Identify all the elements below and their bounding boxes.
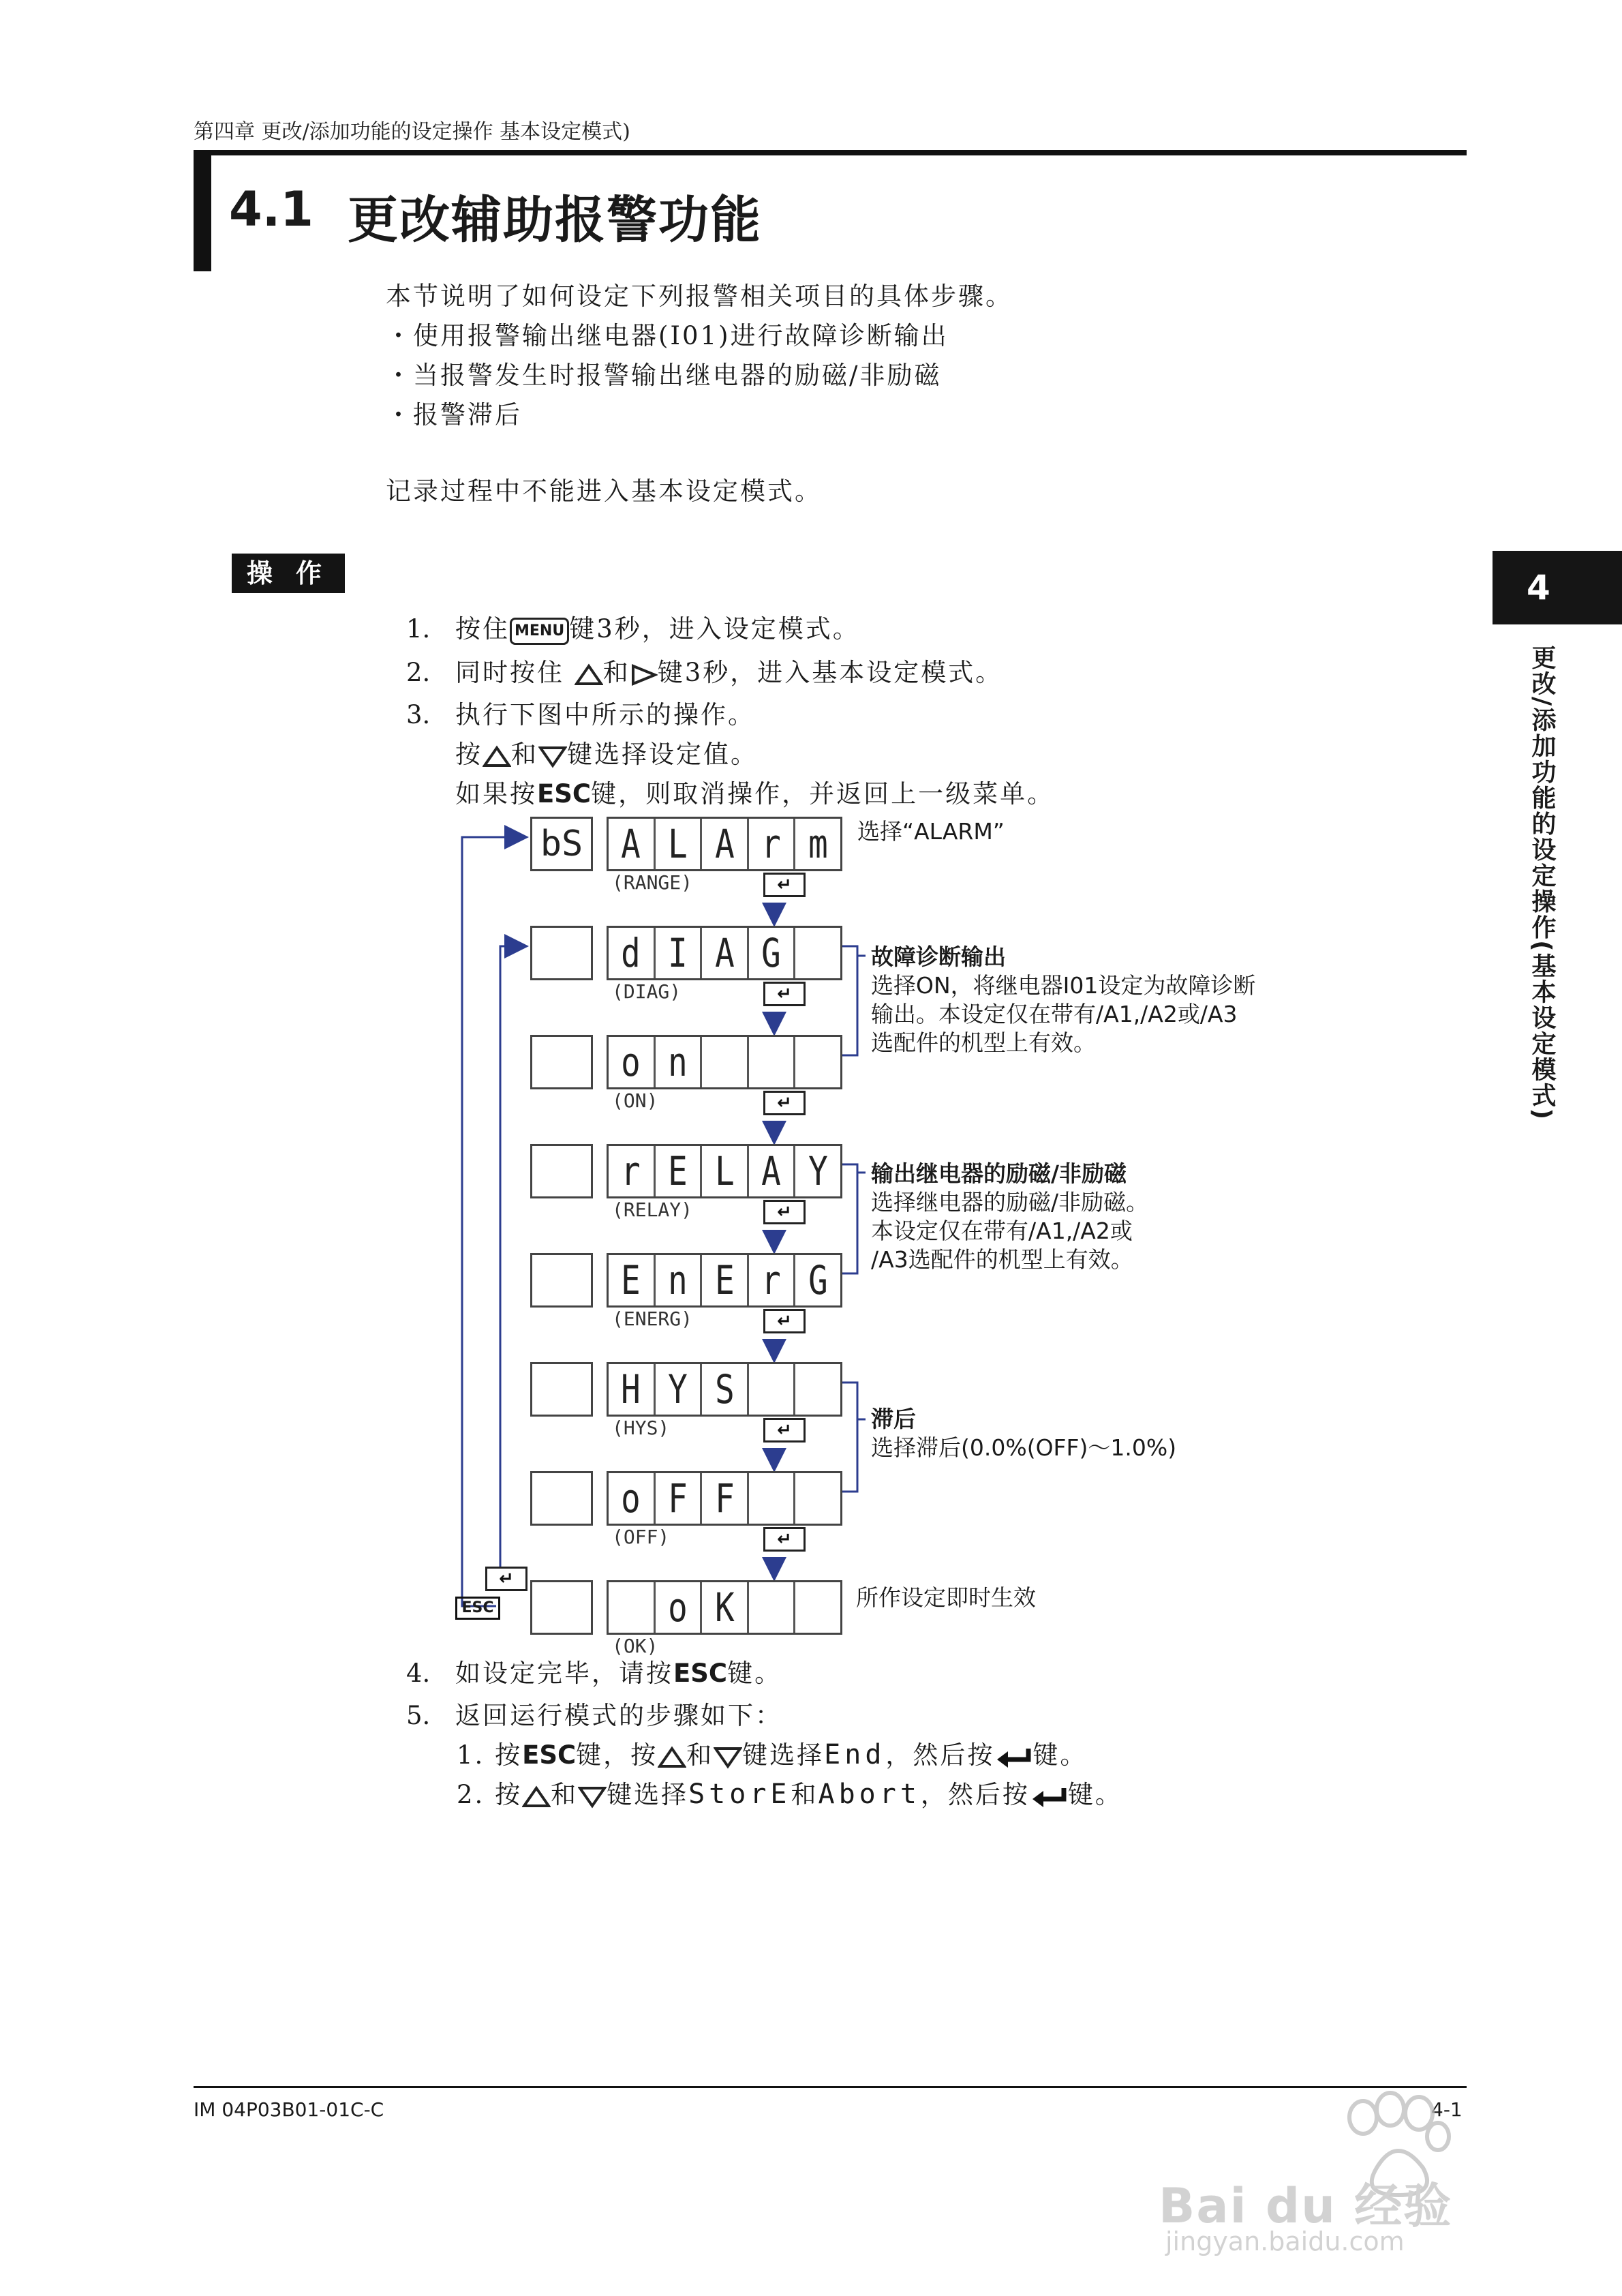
step-text: 同时按住 [455,658,564,687]
display-caption: (ON) [612,1089,658,1112]
segment-digit: L [656,819,703,869]
step-text: 按住 [455,614,510,644]
step-text: 如果按 [455,779,537,809]
segment-digit: L [702,1146,749,1196]
watermark-brand: Bai du 经验 [1159,2178,1453,2234]
display-value-box [607,817,842,871]
enter-key-icon: ↵ [763,1200,806,1224]
segment-digit: G [749,928,796,978]
step-number: 2. [457,1780,485,1809]
segment-digit [795,1364,840,1415]
segment-digit [749,1473,796,1524]
segment-digit: A [609,819,656,869]
enter-key-icon: ↵ [763,873,806,897]
menu-key-icon: MENU [510,618,569,645]
segment-digit [795,928,840,978]
enter-key-icon: ↵ [763,982,806,1006]
note-relay: 选择继电器的励磁/非励磁。 [871,1189,1149,1215]
display-mode-box [530,1144,593,1198]
note-relay: /A3选配件的机型上有效。 [871,1246,1133,1273]
step-text: 键3秒，进入基本设定模式。 [657,658,1003,687]
note-hys: 选择滞后(0.0%(OFF)～1.0%) [871,1434,1177,1461]
intro-bullet: ・报警滞后 [386,400,522,429]
display-value-box [607,1253,842,1308]
step-text: 如设定完毕，请按 [455,1659,673,1688]
intro-note: 记录过程中不能进入基本设定模式。 [386,477,822,506]
display-mode-box [530,926,593,980]
esc-key-label: ESC [673,1659,728,1688]
step-4 [406,1652,782,1689]
procedure-label: 操作 [232,554,345,593]
segment-digit [795,1582,840,1633]
page-number: 4-1 [1431,2098,1463,2121]
step-text: ，然后按 [920,1780,1030,1809]
baidu-watermark [1152,2066,1533,2256]
segment-digit [749,1582,796,1633]
display-mode-cell [532,1364,591,1415]
display-mode-cell: bS [540,824,583,864]
enter-key-icon: ↵ [763,1527,806,1552]
intro-line: 本节说明了如何设定下列报警相关项目的具体步骤。 [386,282,1013,311]
step-text: 和 [686,1740,714,1770]
enter-key-icon: ↵ [763,1418,806,1442]
segment-digit: E [609,1255,656,1305]
enter-arrow-icon [994,1746,1032,1769]
display-value-box [607,1144,842,1198]
enter-key-icon: ↵ [763,1309,806,1333]
display-value-box [607,1580,842,1635]
note-diag: 选择ON，将继电器I01设定为故障诊断 [871,972,1256,999]
segment-digit [702,1037,749,1087]
display-caption: (RELAY) [612,1198,693,1221]
segment-digit: A [749,1146,796,1196]
step-text: 键。 [1067,1780,1122,1809]
breadcrumb: 第四章 更改/添加功能的设定操作 基本设定模式) [194,120,630,144]
segment-digit: r [749,819,796,869]
segment-text-abort: Abort [818,1779,921,1810]
display-caption: (DIAG) [612,980,682,1003]
display-mode-cell [532,928,591,978]
down-triangle-icon [578,1785,607,1809]
step-text: 和 [551,1780,579,1809]
display-value-box [607,926,842,980]
segment-digit [609,1582,656,1633]
display-mode-box [530,817,593,871]
display-mode-box [530,1471,593,1526]
segment-digit [749,1037,796,1087]
segment-digit: r [609,1146,656,1196]
step-number: 2. [406,658,431,687]
segment-digit: Y [808,1148,828,1194]
enter-key-icon: ↵ [763,1091,806,1115]
segment-text-end: End [824,1739,886,1770]
step-text: 执行下图中所示的操作。 [455,700,755,729]
segment-digit: A [702,928,749,978]
step-text: 键。 [727,1659,782,1688]
display-mode-box [530,1253,593,1308]
segment-digit: Y [656,1364,703,1415]
step-number: 3. [406,700,431,729]
note-relay: 本设定仅在带有/A1,/A2或 [871,1218,1133,1244]
step-number: 1. [406,614,431,644]
segment-digit: m [808,821,828,867]
segment-digit: E [656,1146,703,1196]
segment-digit: o [609,1037,656,1087]
note-hys-title: 滞后 [871,1406,916,1432]
step-text: 和 [511,740,538,769]
display-caption: (RANGE) [612,871,693,894]
display-caption: (ENERG) [612,1308,693,1330]
step-number: 5. [406,1701,431,1730]
segment-digit: S [702,1364,749,1415]
step-5-1 [457,1734,1087,1771]
display-mode-box [530,1362,593,1417]
display-mode-cell [532,1255,591,1305]
segment-digit: d [609,928,656,978]
step-text: 按 [455,740,483,769]
segment-digit: K [702,1582,749,1633]
segment-digit: F [656,1473,703,1524]
segment-digit: H [609,1364,656,1415]
display-caption: (HYS) [612,1417,670,1439]
display-value-box [607,1471,842,1526]
segment-digit: n [656,1037,703,1087]
note-diag-title: 故障诊断输出 [871,943,1006,970]
display-mode-cell [532,1473,591,1524]
chapter-tab-text: 更改/添加功能的设定操作(基本设定模式) [1528,645,1556,1121]
document-id: IM 04P03B01-01C-C [194,2098,384,2121]
step-text: 键3秒，进入设定模式。 [569,614,860,644]
intro-bullet: ・当报警发生时报警输出继电器的励磁/非励磁 [386,361,942,390]
step-text: 键选择 [742,1740,825,1770]
note-ok: 所作设定即时生效 [856,1584,1036,1611]
step-text: 键，则取消操作，并返回上一级菜单。 [591,779,1055,809]
display-caption: (OK) [612,1635,658,1657]
section-title: 更改辅助报警功能 [348,191,762,250]
display-mode-box [530,1035,593,1089]
segment-digit: A [702,819,749,869]
display-value-box [607,1362,842,1417]
note-relay-title: 输出继电器的励磁/非励磁 [871,1160,1127,1187]
up-triangle-icon [522,1785,551,1809]
step-text: 键。 [1032,1740,1088,1770]
step-text: 按 [495,1780,523,1809]
step-5-2 [457,1774,1122,1811]
segment-digit: o [609,1473,656,1524]
intro-bullet: ・使用报警输出继电器(I01)进行故障诊断输出 [386,321,949,350]
segment-digit: F [702,1473,749,1524]
segment-digit: r [749,1255,796,1305]
note-diag: 输出。本设定仅在带有/A1,/A2或/A3 [871,1001,1238,1027]
chapter-tab: 4 [1493,551,1622,624]
segment-digit: G [808,1257,828,1303]
step-text: 键选择设定值。 [567,740,758,769]
step-text: 返回运行模式的步骤如下： [455,1701,782,1730]
note-alarm: 选择“ALARM” [857,818,1005,845]
down-triangle-icon [714,1746,742,1769]
watermark-url: jingyan.baidu.com [1165,2226,1405,2256]
segment-digit [795,1473,840,1524]
step-text: 和 [791,1780,818,1809]
enter-key-icon: ↵ [485,1567,527,1591]
esc-key-label: ESC [537,779,592,809]
segment-digit: n [656,1255,703,1305]
enter-arrow-icon [1030,1785,1068,1809]
display-caption: (OFF) [612,1526,670,1548]
segment-digit [795,1037,840,1087]
display-mode-cell [532,1582,591,1633]
display-mode-cell [532,1037,591,1087]
step-5 [406,1695,782,1732]
segment-digit: E [702,1255,749,1305]
esc-key-icon: ESC [455,1597,500,1620]
note-diag: 选配件的机型上有效。 [871,1029,1096,1056]
step-text: 键，按 [576,1740,658,1770]
segment-digit: o [656,1582,703,1633]
step-text: 和 [602,658,630,687]
segment-digit: I [656,928,703,978]
esc-key-label: ESC [522,1740,577,1770]
step-text: ，然后按 [885,1740,995,1770]
segment-digit [749,1364,796,1415]
step-text: 按 [495,1740,523,1770]
step-number: 4. [406,1659,431,1688]
section-number: 4.1 [229,181,314,237]
display-mode-cell [532,1146,591,1196]
display-mode-box [530,1580,593,1635]
display-value-box [607,1035,842,1089]
step-text: 键选择 [607,1780,689,1809]
segment-text-store: StorE [688,1779,791,1810]
step-number: 1. [457,1740,485,1770]
up-triangle-icon [658,1746,686,1769]
